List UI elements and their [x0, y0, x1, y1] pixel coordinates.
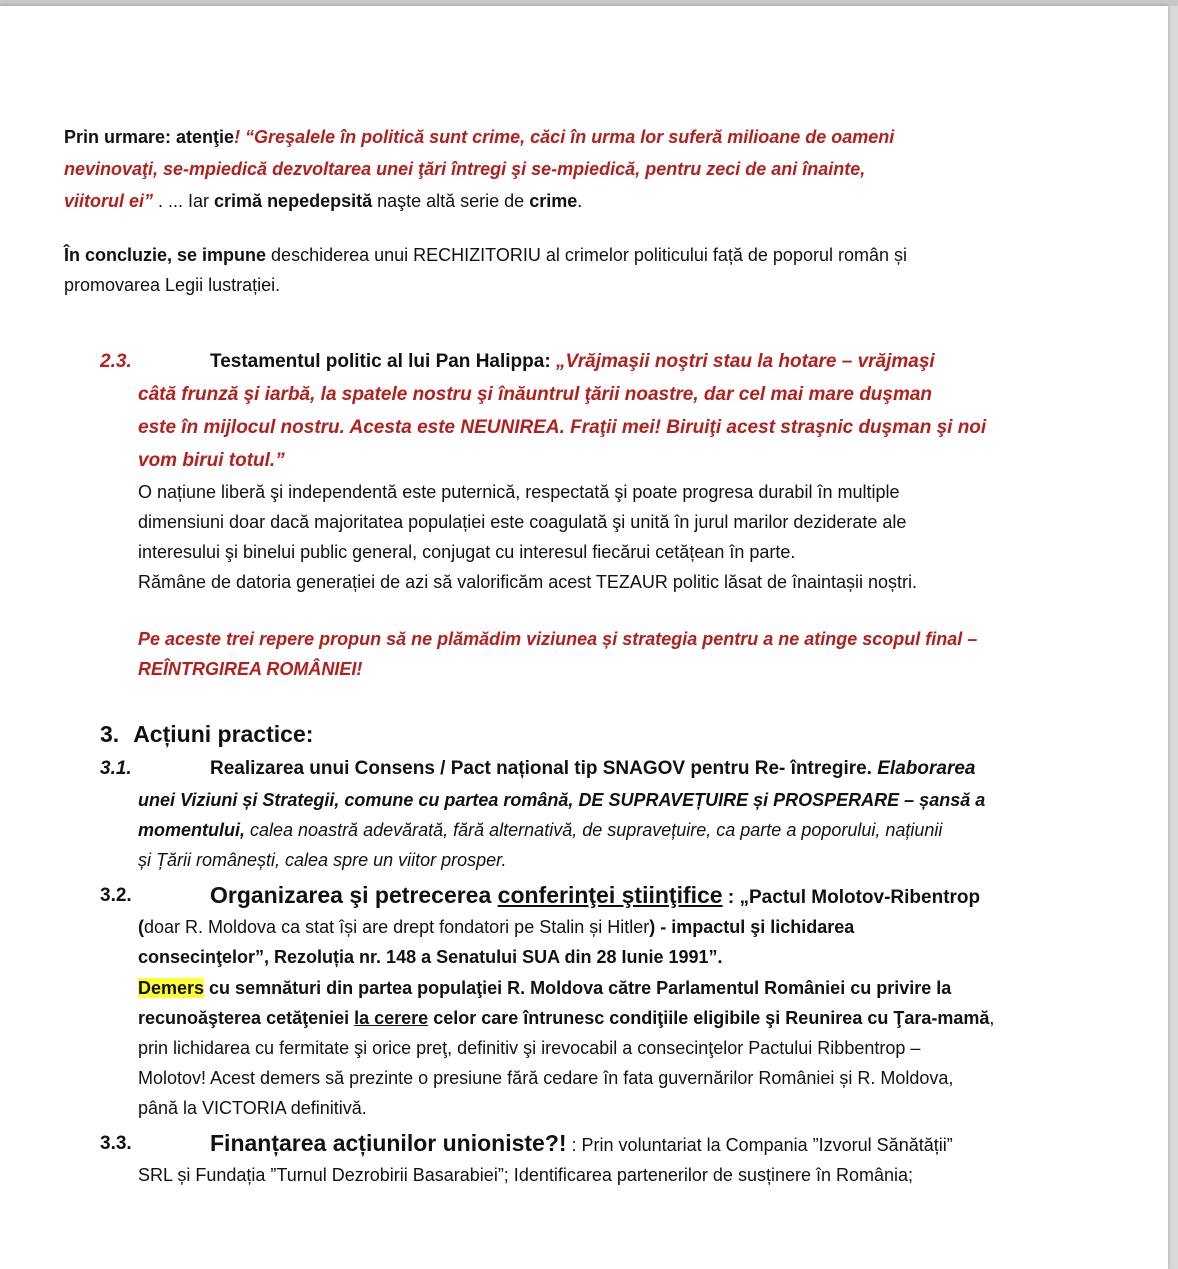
- s32-t2a: (: [138, 917, 144, 937]
- s32-line4: [138, 973, 951, 1003]
- s33-number: 3.3.: [100, 1133, 132, 1154]
- p1-t2: crimă nepedepsită: [214, 191, 373, 211]
- s33-line1: [100, 1126, 953, 1161]
- section3-number: 3.: [100, 721, 120, 747]
- s32-t5c: celor care întrunesc condiţiile eligibile şi Reunirea cu Ţara-mamă: [428, 1008, 990, 1028]
- s31-line4: [138, 845, 506, 875]
- s23-quote2: câtă frunză şi iarbă, la spatele nostru şi înăuntrul ţării noastre, dar cel mai mare duşman: [138, 384, 933, 405]
- p1-quote-cont: nevinovaţi, se-mpiedică dezvoltarea unei ţări întregi şi se-mpiedică, pentru zeci de ani înainte,: [64, 159, 866, 179]
- s32-t2b: doar R. Moldova ca stat își are drept fondatori pe Stalin și Hitler: [144, 917, 650, 937]
- s32-line2: [138, 912, 854, 942]
- s23-closing1-text: Pe aceste trei repere propun să ne plămădim viziunea și strategia pentru a ne atinge scopul final –: [138, 629, 978, 649]
- s23-line4: [138, 446, 285, 476]
- s31-title: Realizarea unui Consens / Pact național tip SNAGOV pentru Re- întregire.: [210, 758, 878, 779]
- s32-number: 3.2.: [100, 885, 132, 906]
- s32-line8: până la VICTORIA definitivă.: [138, 1098, 367, 1118]
- para1-line2: [64, 154, 865, 184]
- s33-line2: SRL și Fundația ”Turnul Dezrobirii Basarabiei”; Identificarea partenerilor de susținere în România;: [138, 1165, 914, 1185]
- s32-t4b: cu semnături din partea populaţiei R. Moldova către Parlamentul României cu privire la: [204, 978, 952, 998]
- s32-t3: consecinţelor”, Rezoluția nr. 148 a Senatului SUA din 28 Iunie 1991”.: [138, 947, 723, 967]
- s23-body3: interesului şi binelui public general, conjugat cu interesul fiecărui cetățean în parte.: [138, 542, 796, 562]
- s31-line2: [138, 785, 985, 815]
- s32-line5: [138, 1003, 994, 1033]
- p1-lead: Prin urmare: atenţie: [64, 127, 235, 147]
- s23-line2: [138, 380, 932, 410]
- s32-t5d: ,: [989, 1008, 995, 1028]
- para2-line2: [64, 270, 280, 300]
- s23-number: 2.3.: [100, 351, 132, 372]
- s32-title-c: : „Pactul Molotov-Ribentrop: [722, 887, 981, 908]
- s32-line7: Molotov! Acest demers să prezinte o presiune fără cedare în fata guvernărilor României și R. Moldova,: [138, 1068, 954, 1088]
- p2-text: deschiderea unui RECHIZITORIU al crimelor politicului față de poporul român și: [266, 245, 907, 265]
- s23-quote1: „Vrăjmaşii noştri stau la hotare – vrăjmaşi: [555, 351, 935, 372]
- document-page: [0, 6, 1168, 1269]
- s32-t5a: recunoăşterea cetăţeniei: [138, 1008, 355, 1028]
- para2-line1: [64, 240, 907, 270]
- s32-t2c: ) - impactul şi lichidarea: [649, 917, 855, 937]
- s31-t3a: momentului,: [138, 820, 245, 840]
- s31-t1: Elaborarea: [877, 758, 976, 779]
- section3-title: Acțiuni practice:: [133, 721, 314, 747]
- p1-t1: . ... Iar: [153, 191, 215, 211]
- s32-t5b: la cerere: [354, 1008, 429, 1028]
- s31-line1: [100, 754, 976, 784]
- s31-line3: [138, 815, 942, 845]
- p2-lead: În concluzie, se impune: [64, 245, 267, 265]
- section3-heading: [100, 716, 313, 754]
- s32-title-a: Organizarea şi petrecerea: [210, 882, 498, 908]
- s23-body1: O națiune liberă şi independentă este puternică, respectată şi poate progresa durabil în multiple: [138, 482, 900, 502]
- s23-body2: dimensiuni doar dacă majoritatea populației este coagulată şi unită în jurul marilor deziderate ale: [138, 512, 907, 532]
- s23-title: Testamentul politic al lui Pan Halippa:: [210, 351, 556, 372]
- s33-t1: : Prin voluntariat la Compania ”Izvorul Sănătății”: [566, 1135, 953, 1155]
- s23-closing2-text: REÎNTRGIREA ROMÂNIEI!: [138, 659, 363, 679]
- s23-line1: [100, 347, 935, 377]
- s31-t3b: calea noastră adevărată, fără alternativă, de supravețuire, ca parte a poporului, națiunii: [245, 820, 943, 840]
- s23-quote4: vom birui totul.”: [138, 450, 285, 471]
- s23-quote3: este în mijlocul nostru. Acesta este NEUNIREA. Fraţii mei! Biruiţi acest straşnic duşman şi noi: [138, 417, 987, 438]
- para1-line1: [64, 122, 894, 152]
- s32-line6: prin lichidarea cu fermitate şi orice preţ, definitiv şi irevocabil a consecinţelor Pactului Ribbentrop –: [138, 1038, 921, 1058]
- p2-text2: promovarea Legii lustrației.: [64, 275, 281, 295]
- p1-quote-end: viitorul ei”: [64, 191, 154, 211]
- s32-line1: [100, 878, 981, 913]
- s31-number: 3.1.: [100, 758, 132, 779]
- s33-title: Finanțarea acțiunilor unioniste?!: [210, 1130, 567, 1156]
- s31-t2: unei Viziuni și Strategii, comune cu partea română, DE SUPRAVEȚUIRE și PROSPERARE – șansă a: [138, 790, 986, 810]
- s31-t4: și Țării românești, calea spre un viitor prosper.: [138, 850, 507, 870]
- p1-t5: .: [577, 191, 583, 211]
- para1-line3: [64, 186, 582, 216]
- p1-t4: crime: [529, 191, 578, 211]
- p1-t3: naşte altă serie de: [372, 191, 530, 211]
- s32-highlight: Demers: [138, 978, 205, 998]
- s23-closing1: [138, 624, 977, 654]
- s32-title-b: conferinţei ştiinţifice: [497, 882, 723, 908]
- p1-quote-start: ! “Greşalele în politică sunt crime, căci în urma lor suferă milioane de oameni: [234, 127, 895, 147]
- s23-line3: [138, 413, 986, 443]
- s23-body4: Rămâne de datoria generației de azi să valorificăm acest TEZAUR politic lăsat de înaintașii noștri.: [138, 572, 918, 592]
- s23-closing2: [138, 654, 362, 684]
- s32-line3: [138, 942, 723, 972]
